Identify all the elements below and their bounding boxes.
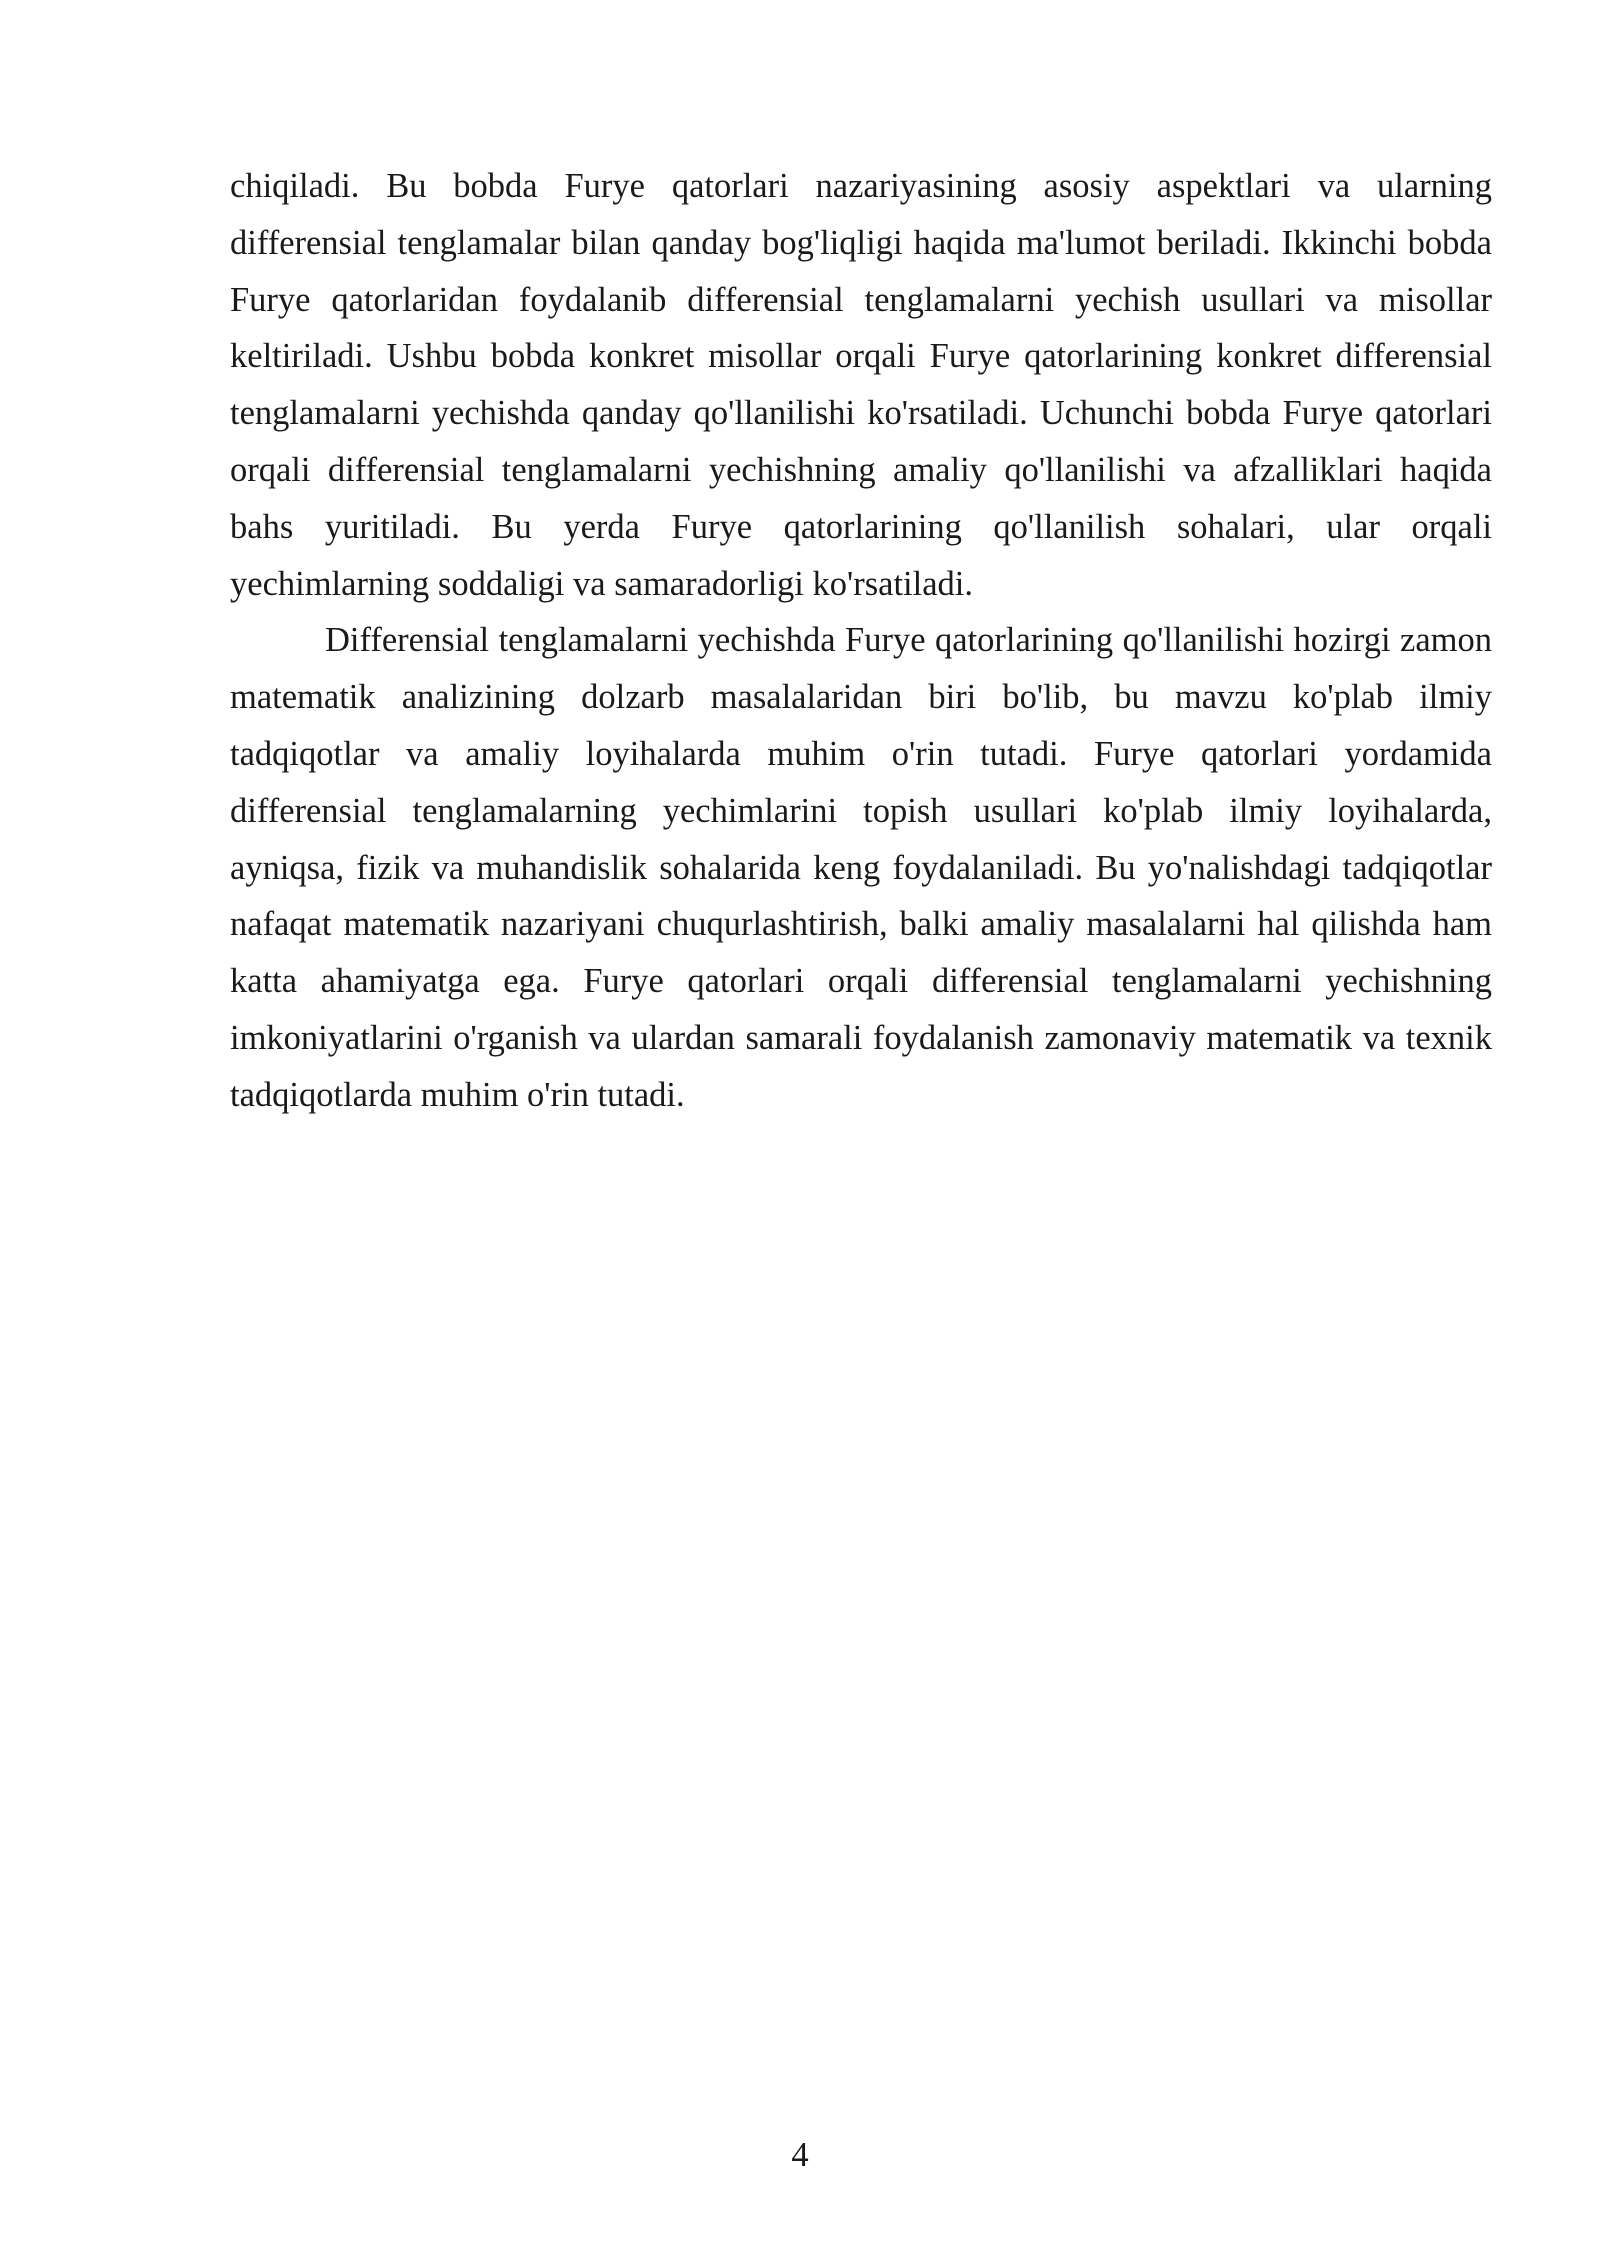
page-number: 4 <box>791 2136 809 2174</box>
body-text <box>230 158 1492 1124</box>
paragraph-continuation: chiqiladi. Bu bobda Furye qatorlari nazariyasining asosiy aspektlari va ularning differensial tenglamalar bilan qanday bog'liqligi haqida ma'lumot beriladi. Ikkinchi bobda Furye qatorlaridan foydalanib differensial tenglamalarni yechish usullari va misollar keltiriladi. Ushbu bobda konkret misollar orqali Furye qatorlarining konkret differensial tenglamalarni yechishda qanday qo'llanilishi ko'rsatiladi. Uchunchi bobda Furye qatorlari orqali differensial tenglamalarni yechishning amaliy qo'llanilishi va afzalliklari haqida bahs yuritiladi. Bu yerda Furye qatorlarining qo'llanilish sohalari, ular orqali yechimlarning soddaligi va samaradorligi ko'rsatiladi. <box>230 167 1492 603</box>
paragraph-intro-relevance: Differensial tenglamalarni yechishda Furye qatorlarining qo'llanilishi hozirgi zamon matematik analizining dolzarb masalalaridan biri bo'lib, bu mavzu ko'plab ilmiy tadqiqotlar va amaliy loyihalarda muhim o'rin tutadi. Furye qatorlari yordamida differensial tenglamalarning yechimlarini topish usullari ko'plab ilmiy loyihalarda, ayniqsa, fizik va muhandislik sohalarida keng foydalaniladi. Bu yo'nalishdagi tadqiqotlar nafaqat matematik nazariyani chuqurlashtirish, balki amaliy masalalarni hal qilishda ham katta ahamiyatga ega. Furye qatorlari orqali differensial tenglamalarni yechishning imkoniyatlarini o'rganish va ulardan samarali foydalanish zamonaviy matematik va texnik tadqiqotlarda muhim o'rin tutadi. <box>230 621 1492 1114</box>
